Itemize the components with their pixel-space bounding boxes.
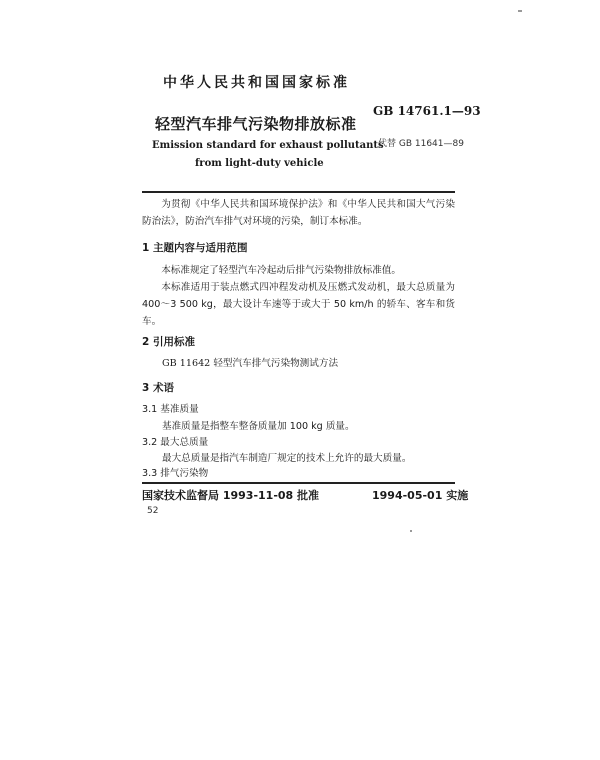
implementation-date: 1994-05-01 实施 <box>372 489 469 502</box>
scan-mark <box>518 10 522 12</box>
section-2-heading: 2 引用标准 <box>142 336 195 348</box>
section-3-2-heading: 3.2 最大总质量 <box>142 437 209 448</box>
section-3-3-heading: 3.3 排气污染物 <box>142 468 209 479</box>
reference-standard-item: GB 11642 轻型汽车排气污染物测试方法 <box>162 358 339 369</box>
english-title-line-2: from light-duty vehicle <box>195 158 324 169</box>
section-3-heading: 3 术语 <box>142 382 174 394</box>
replaces-note: 代替 GB 11641—89 <box>378 139 464 149</box>
scan-mark <box>410 530 412 532</box>
section-3-1-text: 基准质量是指整车整备质量加 100 kg 质量。 <box>162 421 355 432</box>
intro-paragraph: 为贯彻《中华人民共和国环境保护法》和《中华人民共和国大气污染防治法》，防治汽车排气对环境的污染，制订本标准。 <box>142 199 455 227</box>
national-standard-label: 中华人民共和国国家标准 <box>163 75 350 91</box>
header-divider <box>142 191 455 193</box>
page-number: 52 <box>147 506 159 516</box>
section-3-2-text: 最大总质量是指汽车制造厂规定的技术上允许的最大质量。 <box>162 453 412 464</box>
approval-date: 国家技术监督局 1993-11-08 批准 <box>142 489 320 502</box>
section-1-para-2: 本标准适用于装点燃式四冲程发动机及压燃式发动机，最大总质量为 400～3 500 kg，最大设计车速等于或大于 50 km/h 的轿车、客车和货车。 <box>142 282 455 327</box>
standard-code: GB 14761.1—93 <box>373 104 481 118</box>
page-title: 轻型汽车排气污染物排放标准 <box>155 115 357 133</box>
footer-divider <box>142 482 455 484</box>
section-1-heading: 1 主题内容与适用范围 <box>142 242 248 254</box>
section-3-1-heading: 3.1 基准质量 <box>142 404 199 415</box>
english-title-line-1: Emission standard for exhaust pollutants <box>152 140 384 151</box>
section-1-para-1: 本标准规定了轻型汽车冷起动后排气污染物排放标准值。 <box>161 265 402 276</box>
